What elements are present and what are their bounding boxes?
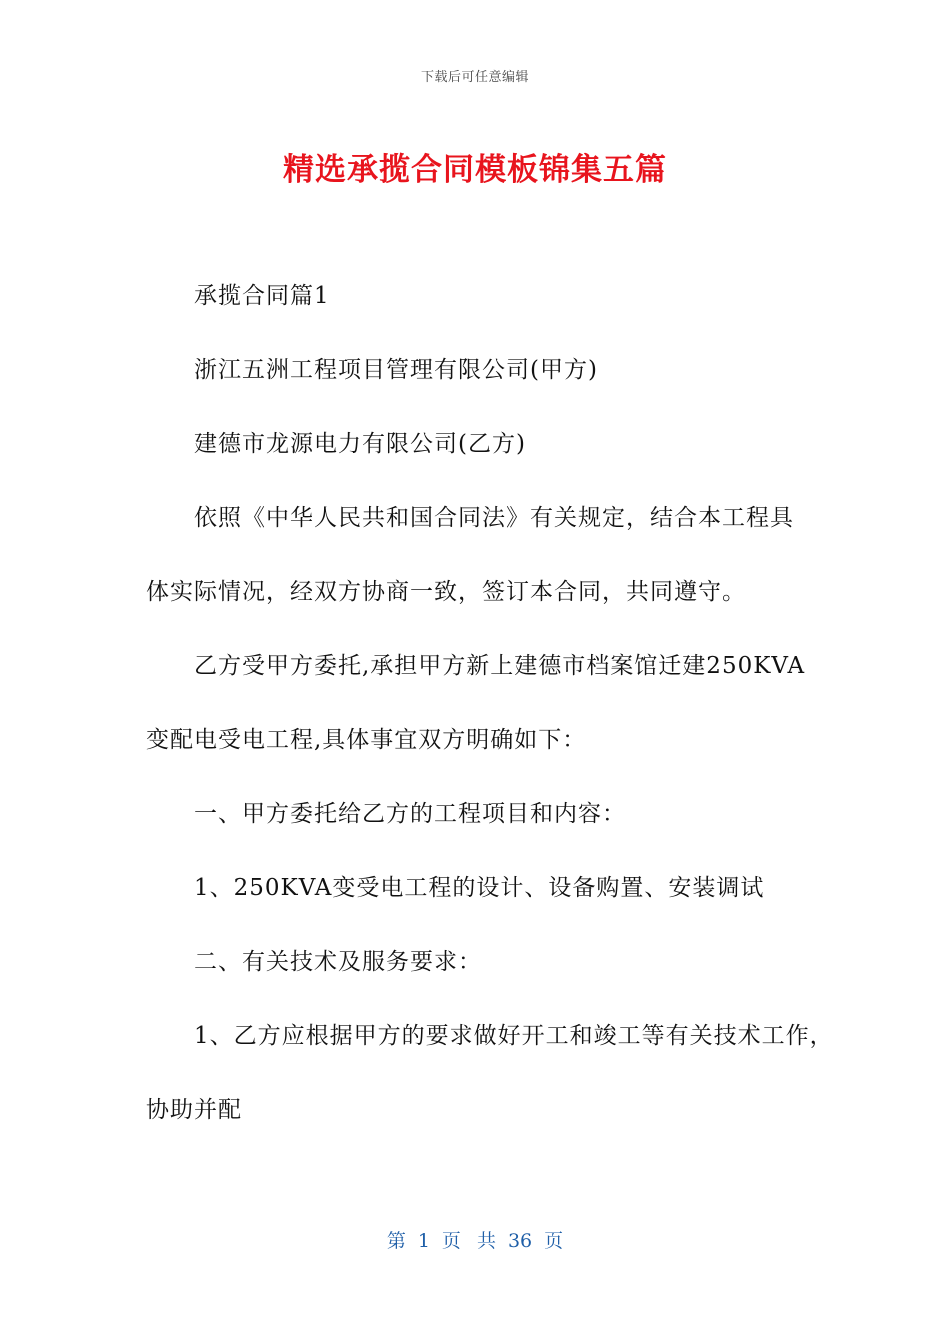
footer-total-pages: 36 [507, 1230, 533, 1252]
footer-suffix: 页 [544, 1230, 564, 1252]
paragraph-line: 乙方受甲方委托,承担甲方新上建德市档案馆迁建250KVA [194, 653, 806, 679]
paragraph-line: 协助并配 [146, 1097, 242, 1123]
footer-prefix: 第 [386, 1230, 406, 1252]
paragraph-line: 体实际情况，经双方协商一致，签订本合同，共同遵守。 [146, 579, 746, 605]
footer-middle: 页 共 [441, 1230, 496, 1252]
clause-item: 1、250KVA变受电工程的设计、设备购置、安装调试 [194, 875, 765, 901]
section-heading: 承揽合同篇1 [194, 283, 330, 309]
document-body [146, 278, 834, 1166]
footer-page-number: 1 [417, 1230, 430, 1252]
party-b-line: 建德市龙源电力有限公司(乙方) [194, 431, 526, 457]
page-footer [0, 1226, 950, 1253]
paragraph-line: 依照《中华人民共和国合同法》有关规定，结合本工程具 [194, 505, 794, 531]
document-title: 精选承揽合同模板锦集五篇 [283, 152, 667, 188]
clause-heading: 二、有关技术及服务要求： [194, 949, 482, 975]
paragraph-line: 变配电受电工程,具体事宜双方明确如下： [146, 727, 587, 753]
clause-heading: 一、甲方委托给乙方的工程项目和内容： [194, 801, 626, 827]
clause-item: 1、乙方应根据甲方的要求做好开工和竣工等有关技术工作， [194, 1023, 834, 1049]
party-a-line: 浙江五洲工程项目管理有限公司(甲方) [194, 357, 598, 383]
page-header-note: 下载后可任意编辑 [420, 70, 529, 85]
